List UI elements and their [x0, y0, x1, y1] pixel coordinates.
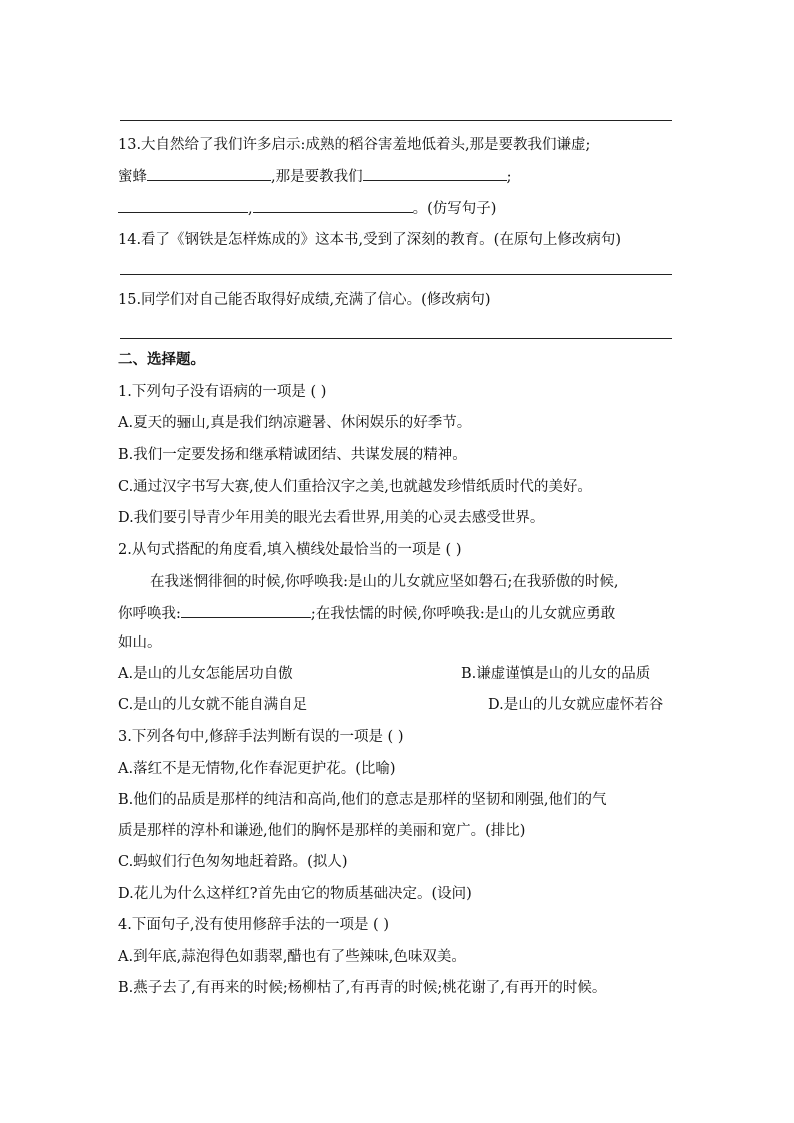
- choice-2-options-row-1: [118, 664, 651, 684]
- question-13-line-1: 13.大自然给了我们许多启示:成熟的稻谷害羞地低着头,那是要教我们谦虚;: [118, 137, 591, 153]
- choice-2-passage-line-2: [118, 603, 615, 624]
- question-13-line-2: [118, 166, 512, 187]
- choice-2-option-d[interactable]: D.是山的儿女就应虚怀若谷: [488, 697, 664, 713]
- choice-2-option-c[interactable]: C.是山的儿女就不能自满自足: [118, 697, 308, 713]
- fill-blank[interactable]: [147, 166, 271, 181]
- q13-text-b: ,那是要教我们: [271, 169, 363, 185]
- choice-4-option-b[interactable]: B.燕子去了,有再来的时候;杨柳枯了,有再青的时候;桃花谢了,有再开的时候。: [118, 980, 607, 996]
- answer-line[interactable]: [120, 338, 672, 339]
- passage-text: 你呼唤我:: [118, 606, 181, 622]
- q13-text-e: 。(仿写句子): [412, 201, 497, 217]
- passage-text: ;在我怯懦的时候,你呼唤我:是山的儿女就应勇敢: [310, 606, 616, 622]
- q13-text-d: ,: [248, 201, 253, 217]
- choice-1-option-c[interactable]: C.通过汉字书写大赛,使人们重拾汉字之美,也就越发珍惜纸质时代的美好。: [118, 479, 592, 495]
- fill-blank[interactable]: [181, 603, 311, 618]
- answer-line[interactable]: [120, 120, 672, 121]
- section-title: 二、选择题。: [118, 352, 205, 368]
- choice-3-option-b-line-1[interactable]: B.他们的品质是那样的纯洁和高尚,他们的意志是那样的坚韧和刚强,他们的气: [118, 792, 607, 808]
- fill-blank[interactable]: [363, 166, 507, 181]
- fill-blank[interactable]: [253, 198, 413, 213]
- choice-3-option-d[interactable]: D.花儿为什么这样红?首先由它的物质基础决定。(设问): [118, 886, 472, 902]
- question-15: 15.同学们对自己能否取得好成绩,充满了信心。(修改病句): [118, 292, 491, 308]
- q13-text-c: ;: [506, 169, 512, 185]
- fill-blank[interactable]: [118, 198, 248, 213]
- choice-4-stem: 4.下面句子,没有使用修辞手法的一项是 ( ): [118, 917, 389, 933]
- choice-2-stem: 2.从句式搭配的角度看,填入横线处最恰当的一项是 ( ): [118, 542, 462, 558]
- choice-2-passage-line-3: 如山。: [118, 635, 162, 651]
- question-14: 14.看了《钢铁是怎样炼成的》这本书,受到了深刻的教育。(在原句上修改病句): [118, 232, 621, 248]
- choice-1-option-a[interactable]: A.夏天的骊山,真是我们纳凉避暑、休闲娱乐的好季节。: [118, 415, 472, 431]
- choice-2-option-a[interactable]: A.是山的儿女怎能居功自傲: [118, 666, 293, 682]
- choice-2-options-row-2: [118, 695, 664, 715]
- choice-1-option-d[interactable]: D.我们要引导青少年用美的眼光去看世界,用美的心灵去感受世界。: [118, 510, 545, 526]
- choice-2-option-b[interactable]: B.谦虚谨慎是山的儿女的品质: [461, 666, 651, 682]
- choice-3-stem: 3.下列各句中,修辞手法判断有误的一项是 ( ): [118, 729, 404, 745]
- choice-2-passage-line-1: 在我迷惘徘徊的时候,你呼唤我:是山的儿女就应坚如磐石;在我骄傲的时候,: [150, 574, 619, 590]
- choice-1-option-b[interactable]: B.我们一定要发扬和继承精诚团结、共谋发展的精神。: [118, 447, 467, 463]
- choice-3-option-c[interactable]: C.蚂蚁们行色匆匆地赶着路。(拟人): [118, 854, 348, 870]
- choice-1-stem: 1.下列句子没有语病的一项是 ( ): [118, 384, 327, 400]
- choice-3-option-b-line-2[interactable]: 质是那样的淳朴和谦逊,他们的胸怀是那样的美丽和宽广。(排比): [118, 823, 526, 839]
- answer-line[interactable]: [120, 274, 672, 275]
- choice-4-option-a[interactable]: A.到年底,蒜泡得色如翡翠,醋也有了些辣味,色味双美。: [118, 949, 466, 965]
- choice-3-option-a[interactable]: A.落红不是无情物,化作春泥更护花。(比喻): [118, 761, 396, 777]
- question-13-line-3: [118, 198, 496, 219]
- q13-text-a: 蜜蜂: [118, 169, 147, 185]
